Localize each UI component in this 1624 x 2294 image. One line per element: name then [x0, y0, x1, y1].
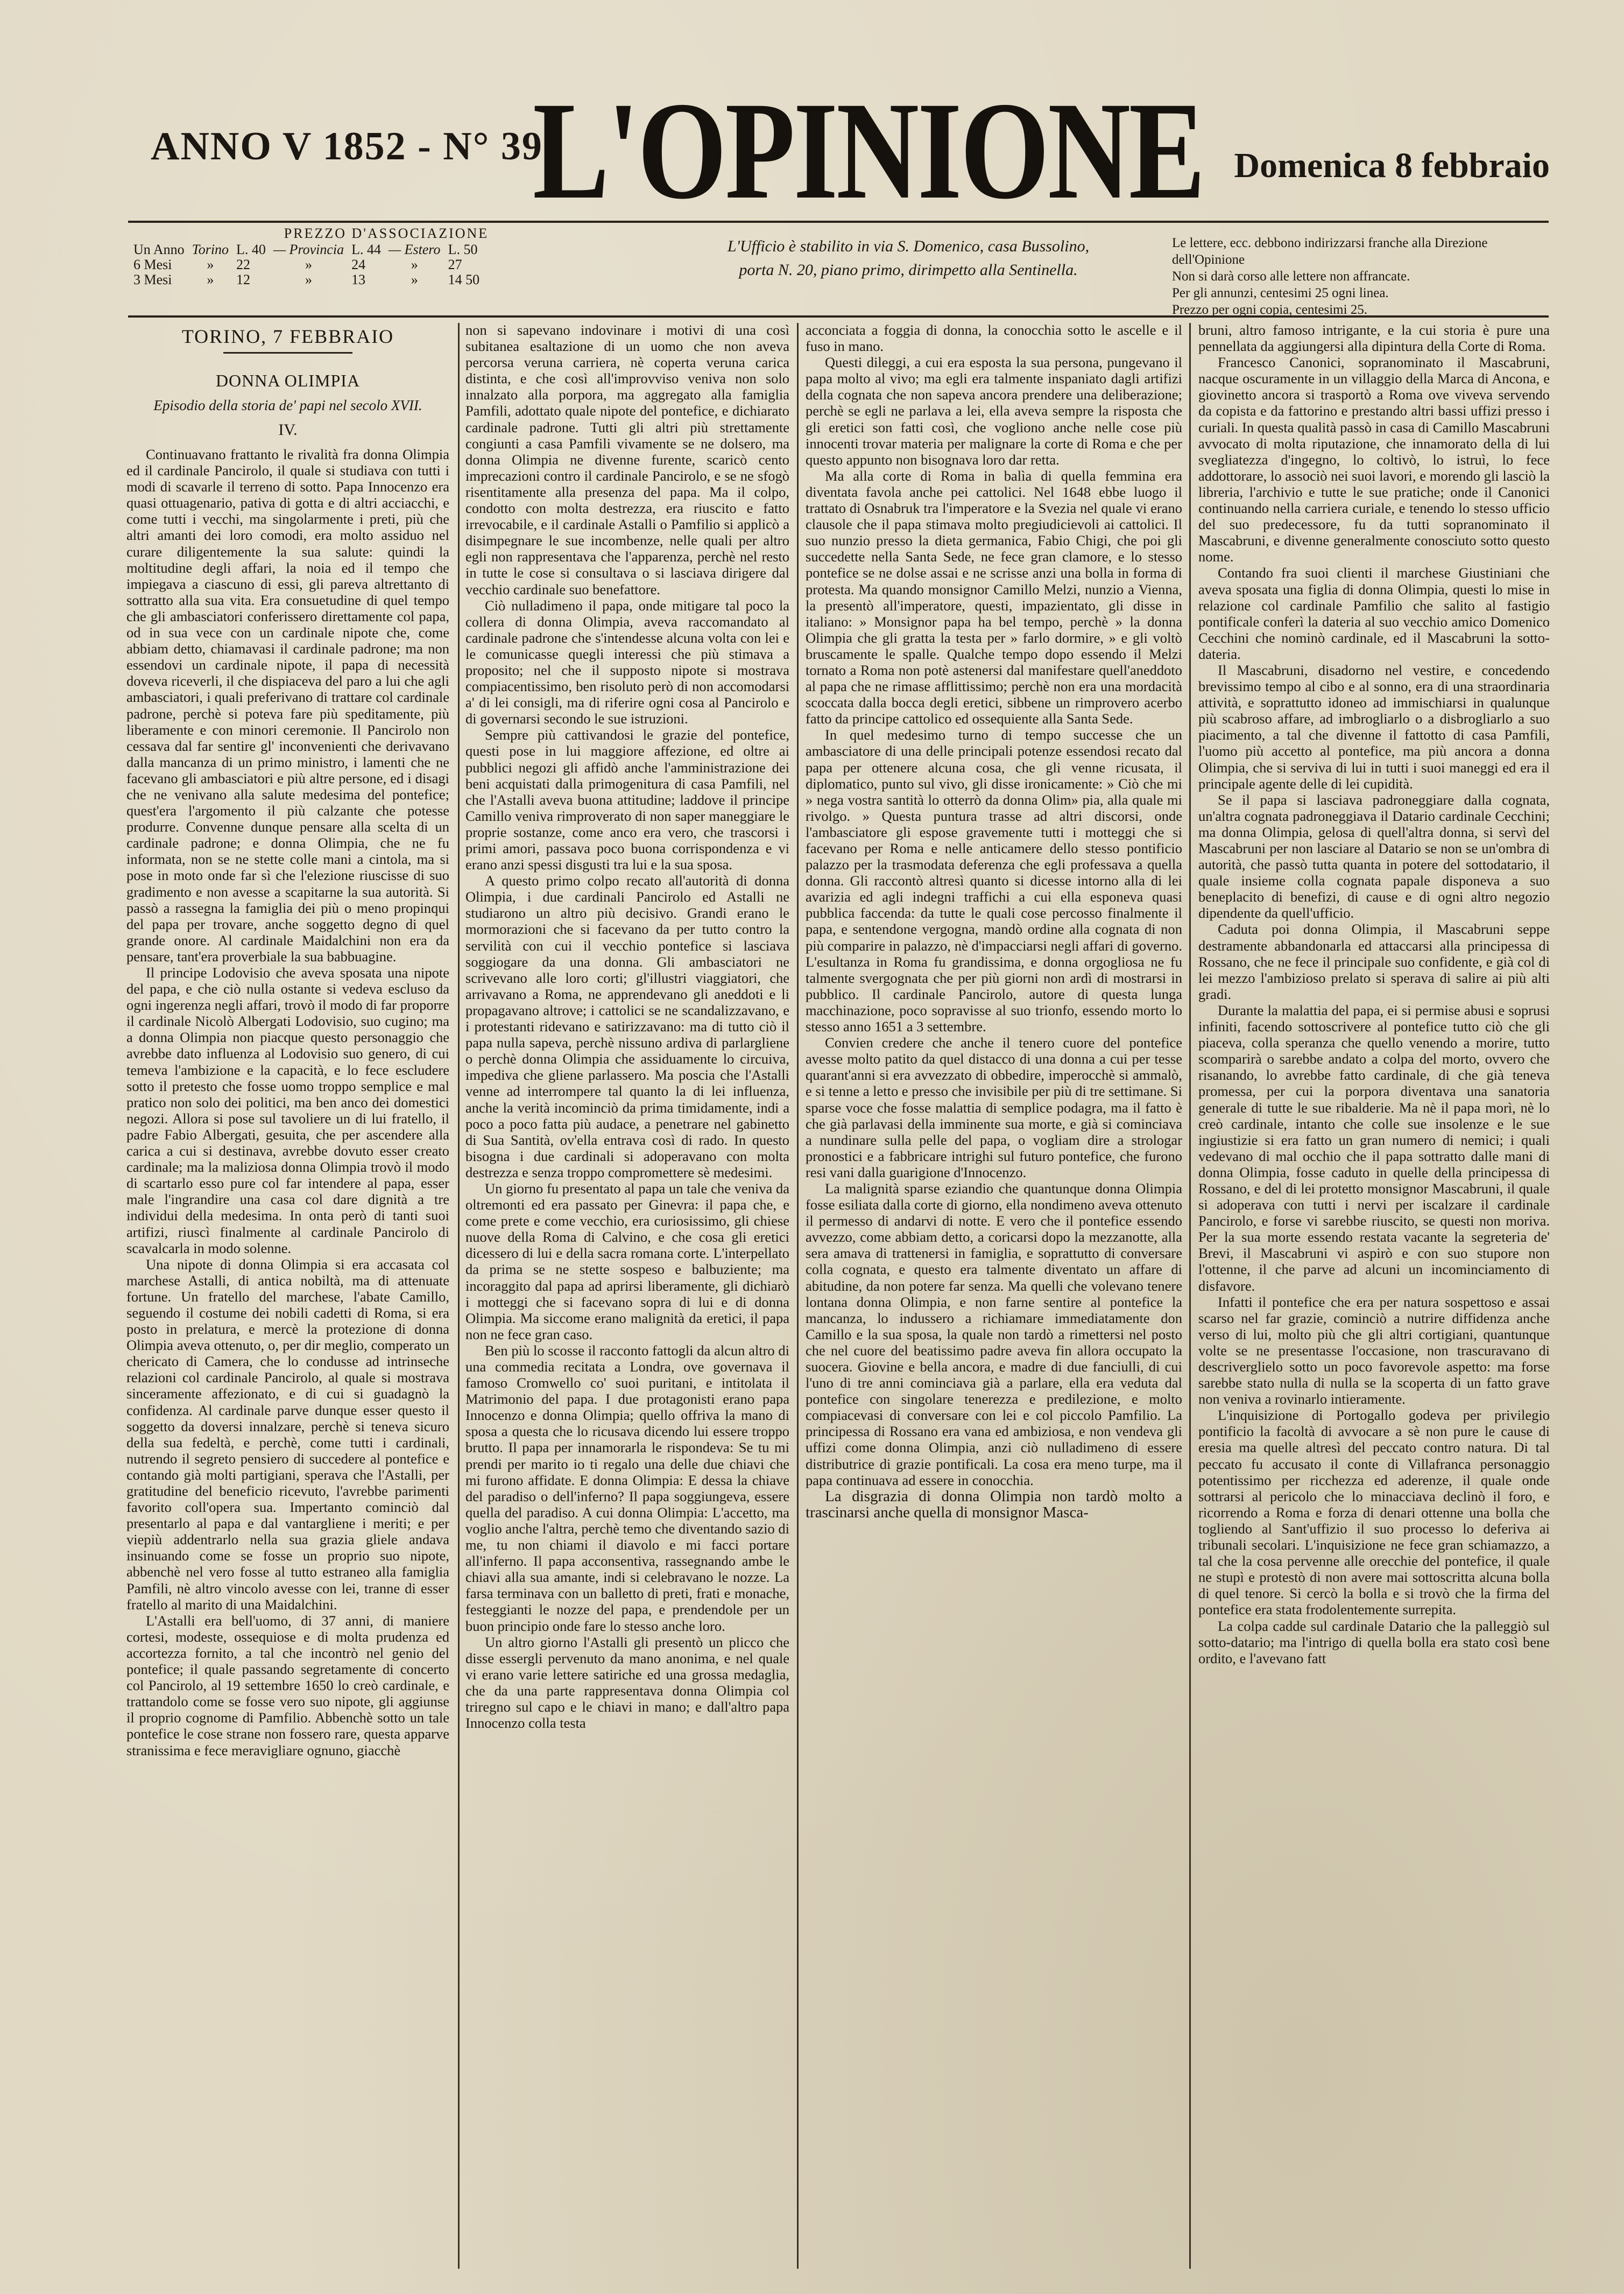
price-cell: — Estero	[389, 242, 441, 257]
paragraph: Se il papa si lasciava padroneggiare dalla cognata, un'altra cognata padroneggiava il Datario cardinale Cecchini; ma donna Olimpia, gelosa di quell'altra donna, si servì del Mascabruni per non lasciare al Datario se non se un'ombra di autorità, che passò tutta quanta in potere del sottodatario, il quale insieme colla cognata papale disponeva a suo beneplacito di benefizi, di cause e di ogni altro negozio dipendente da quell'ufficio.	[1198, 791, 1550, 921]
price-cell: »	[305, 257, 313, 272]
note-line: Prezzo per ogni copia, centesimi 25.	[1172, 302, 1368, 317]
paragraph: Caduta poi donna Olimpia, il Mascabruni seppe destramente abbandonarla ed attaccarsi alla principessa di Rossano, che ne fece il principale suo confidente, e già col di lei mezzo l'ambizioso prelato si sperava di salire ai più alti gradi.	[1198, 921, 1550, 1002]
column-2	[465, 322, 789, 2270]
paragraph: bruni, altro famoso intrigante, e la cui storia è pure una pennellata da aggiungersi alla dipintura della Corte di Roma.	[1198, 322, 1550, 355]
dateline-rule	[223, 352, 352, 354]
masthead	[124, 73, 1550, 228]
price-table	[133, 242, 487, 287]
paragraph: Ben più lo scosse il racconto fattogli da alcun altro di una commedia recitata a Londra, ove governava il famoso Cromwello co' suoi puritani, e intitolata il Matrimonio del papa. I due protagonisti erano papa Innocenzo e donna Olimpia; quello offriva la mano di sposa a questa che lo ricusava dicendo lui essere troppo brutto. Il papa per innamorarla le rispondeva: Se tu mi prendi per marito io ti regalo una delle due chiavi che mi furono affidate. E donna Olimpia: E dessa la chiave del paradiso o dell'inferno? Il papa soggiungeva, essere quella del paradiso. A cui donna Olimpia: L'accetto, ma voglio anche l'altra, perchè temo che diventando sazio di me, tu non chiami il diavolo e mi facci portare all'inferno. Il papa acconsentiva, rassegnando ambe le chiavi alla sua amante, indi si celebravano le nozze. La farsa terminava con un balletto di preti, frati e monache, festeggianti le nozze del papa, e prendendole per un buon principio onde fare lo stesso anche loro.	[465, 1342, 789, 1634]
editorial-notes	[1172, 235, 1549, 318]
note-line: Per gli annunzi, centesimi 25 ogni linea.	[1172, 286, 1389, 300]
paragraph: A questo primo colpo recato all'autorità di donna Olimpia, i due cardinali Pancirolo ed Astalli ne studiarono un altro più decisivo. Grandi erano le mormorazioni che si facevano da per tutto contro la servilità con cui il vecchio pontefice si lasciava soggiogare da una donna. Gli ambasciatori ne scrivevano alle loro corti; gl'illustri viaggiatori, che arrivavano a Roma, ne apprendevano gli aneddoti e li propagavano altrove; i cattolici se ne scandalizzavano, e i protestanti ridevano e satirizzavano: ma di tutto ciò il papa nulla sapeva, perchè nissuno ardiva di parlargliene o perchè donna Olimpia che assiduamente lo circuiva, impediva che gliene parlassero. Ma poscia che l'Astalli venne ad interrompere tal quanto la di lei influenza, anche la verità incominciò da prima timidamente, indi a poco a poco fatta più audace, a penetrare nel gabinetto di Sua Santità, ov'ella entrava così di rado. In questo bisogna i due cardinali si adoperavano con molta destrezza e senza troppo compromettere sè medesimi.	[465, 872, 789, 1180]
note-line: Le lettere, ecc. debbono indirizzarsi franche alla Direzione dell'Opinione	[1172, 236, 1488, 267]
price-row	[133, 272, 487, 287]
paragraph: La disgrazia di donna Olimpia non tardò molto a trascinarsi anche quella di monsignor Masca-	[806, 1487, 1182, 1521]
columns	[126, 322, 1550, 2270]
chapter-number: IV.	[278, 421, 298, 439]
price-cell: L. 40	[236, 242, 266, 257]
paragraph: Francesco Canonici, sopranominato il Mascabruni, nacque oscuramente in un villaggio della Marca di Ancona, e giovinetto ancora si trasportò a Roma ove viveva servendo da copista e da fattorino e prestando altri bassi uffizi presso i curiali. In questa qualità passò in casa di Camillo Mascabruni avvocato di molta riputazione, che innamorato della di lui svegliatezza d'ingegno, lo coltivò, lo istruì, lo fece addottorare, lo associò nei suoi lavori, e morendo gli lasciò la libreria, l'archivio e tutte le sue pratiche; onde il Canonici continuando nella carriera curiale, e tenendo lo stesso ufficio del suo predecessore, fu da tutti sopranominato il Mascabruni, e divenne generalmente conosciuto sotto questo nome.	[1198, 354, 1550, 565]
paragraph: Convien credere che anche il tenero cuore del pontefice avesse molto patito da quel distacco di una donna a cui per tesse quarant'anni si era avvezzato di obbedire, imperocchè si ammalò, e si tenne a letto e presso che invisibile per più di tre settimane. Si sparse voce che fosse malattia di semplice podagra, ma il fatto è che già parlavasi della imminente sua morte, e già si cominciava a nundinare sulla pelle del papa, o vogliam dire a strologar pronostici e a fabbricare intrighi sul futuro pontefice, che furono resi vani dalla guarigione d'Innocenzo.	[806, 1035, 1182, 1180]
paragraph: Continuavano frattanto le rivalità fra donna Olimpia ed il cardinale Pancirolo, il quale si studiava con tutti i modi di scavarle il terreno di sotto. Papa Innocenzo era quasi ottuagenario, pativa di gotta e di altri acciacchi, e come tutti i vecchi, ma singolarmente i preti, più che altri amanti dei loro comodi, era molto assiduo nel curare diligentemente la sua salute: quindi la moltitudine degli affari, la noia ed il tempo che impiegava a ciascuno di essi, gli pareva altrettanto di sottratto alla sua vita. Era consuetudine di quel tempo che gli ambasciatori conferissero direttamente col papa, od in sua vece con un cardinale nipote che, come abbiam detto, chiamavasi il cardinale padrone; ma non essendovi un cardinale nipote, il papa di necessità doveva riceverli, il che dispiaceva del paro a lui che agli ambasciatori, i quali preferivano di trattare col cardinale padrone, perchè si poteva fare più speditamente, più liberamente e con minori ceremonie. Il Pancirolo non cessava dal far sentire gl' inconvenienti che derivavano dalla mancanza di un primo ministro, i lamenti che ne facevano gli ambasciatori e più altre persone, ed i disagi che ne venivano alla salute medesima del pontefice; quest'era l'argomento il più calzante che potesse produrre. Convenne dunque pensare alla scelta di un cardinale padrone; e donna Olimpia, che ne fu informata, non se ne stette colle mani a cintola, ma si pose in moto onde far sì che l'elezione riuscisse di suo gradimento e non avesse a scapitarne la sua autorità. Si passò a rassegna la famiglia dei più o meno propinqui del papa per trovare, anche soggetto degno di quel grande onore. Al cardinale Maidalchini non era da pensare, tant'era proverbiale la sua babbuagine.	[126, 446, 449, 965]
paragraph: acconciata a foggia di donna, la conocchia sotto le ascelle e il fuso in mano.	[806, 322, 1182, 355]
masthead-rule	[128, 221, 1549, 223]
issue-date: Domenica 8 febbraio	[1234, 146, 1550, 185]
paragraph: In quel medesimo turno di tempo successe che un ambasciatore di una delle principali potenze essendosi recato dal papa per ottenere alcuna cosa, che gli venne ricusata, il diplomatico, punto sul vivo, gli disse ironicamente: » Ciò che mi » nega vostra santità lo otterrò da donna Olim» pia, alla quale mi rivolgo. » Questa puntura trasse ad altri discorsi, onde l'ambasciatore gli espose gravemente tutti i motteggi che si facevano per Roma e nelle anticamere dello stesso pontificio palazzo per la trasmodata deferenza che egli professava a quella donna. Gli raccontò altresì quanto si dicesse intorno alla di lei avarizia ed agli indegni traffichi a cui ella esponeva quasi pubblica faccenda: da tutte le quali cose percosso finalmente il papa, e sentendone vergogna, mandò ordine alla cognata di non più comparire in palazzo, nè d'impacciarsi negli affari di governo. L'esultanza in Roma fu grandissima, e donna orgogliosa ne fu talmente svergognata che per più giorni non ardì di mostrarsi in pubblico. Il cardinale Pancirolo, autore di questa lunga macchinazione, poco sopravisse al suo trionfo, essendo morto lo stesso anno 1651 a 3 settembre.	[806, 727, 1182, 1035]
price-cell: »	[411, 272, 418, 287]
column-4	[1198, 322, 1550, 2270]
paragraph: Il Mascabruni, disadorno nel vestire, e concedendo brevissimo tempo al cibo e al sonno, era di una straordinaria attività, e soprattutto idoneo ad immischiarsi in qualunque più scabroso affare, ad imbrogliarlo o a disbrogliarlo a suo piacimento, a tal che divenne il fattotto di casa Pamfili, l'uomo più accetto al pontefice, ma più ancora a donna Olimpia, che si serviva di lui in tutti i suoi maneggi ed era il principale agente delle di lei cupidità.	[1198, 662, 1550, 792]
newspaper-title: L'OPINIONE	[533, 73, 1204, 228]
price-cell: 22	[236, 257, 251, 272]
article-title: DONNA OLIMPIA	[215, 371, 361, 390]
price-cell: »	[207, 272, 214, 287]
price-cell: 27	[448, 257, 462, 272]
paragraph: L'Astalli era bell'uomo, di 37 anni, di maniere cortesi, modeste, ossequiose e di molta prudenza ed accortezza fornito, a tal che incontrò nel genio del pontefice; il quale passando segretamente di concerto col Pancirolo, al 19 settembre 1650 lo creò cardinale, e trattandolo come se fosse vero suo nipote, gli aggiunse il proprio cognome di Pamfilio. Abbenchè sotto un tale pontefice le cose strane non fossero rare, questa apparve stranissima e fece meravigliare ognuno, giacchè	[126, 1612, 449, 1758]
price-cell: 3 Mesi	[133, 272, 172, 287]
paragraph: non si sapevano indovinare i motivi di una così subitanea esaltazione di un uomo che non aveva percorsa veruna carriera, nè coperta veruna carica distinta, e che così all'improvviso veniva non solo innalzato alla porpora, ma aggregato alla famiglia Pamfili, adottato quale nipote del pontefice, e dichiarato cardinale padrone. Tutti gli altri più strettamente congiunti a casa Pamfili vivamente se ne dolsero, ma donna Olimpia ne divenne furente, scaricò cento imprecazioni contro il cardinale Pancirolo, e se ne sfogò risentitamente alla presenza del papa. Ma il colpo, condotto con molta destrezza, era riuscito e fatto irrevocabile, e il cardinale Astalli o Pamfilio si applicò a disimpegnare le sue incombenze, nelle quali per altro egli non rappresentava che l'apparenza, perchè nel resto in tutte le cose si consultava o si lasciava dirigere dal vecchio cardinale suo benefattore.	[465, 322, 789, 597]
office-line: L'Ufficio è stabilito in via S. Domenico, casa Bussolino,	[727, 237, 1090, 255]
price-cell: Un Anno	[133, 242, 185, 257]
paragraph: Infatti il pontefice che era per natura sospettoso e assai scarso nel far grazie, cominciò a nutrire diffidenza anche verso di lui, molto più che gli altri cortigiani, quantunque volte se ne presentasse l'occasione, non trascuravano di descriverglielo sotto un poco favorevole aspetto: ma forse sarebbe stato nulla di nulla se la scoperta di un fatto grave non veniva a rovinarlo intieramente.	[1198, 1293, 1550, 1408]
note-line: Non si darà corso alle lettere non affrancate.	[1172, 269, 1410, 284]
price-cell: 12	[236, 272, 251, 287]
paragraph: La colpa cadde sul cardinale Datario che la palleggiò sul sotto-datario; ma l'intrigo di quella bolla era stato così bene ordito, e l'avevano fatt	[1198, 1617, 1550, 1666]
price-row	[133, 242, 487, 257]
info-rule	[128, 315, 1549, 318]
column-1	[126, 322, 449, 2270]
paragraph: Il principe Lodovisio che aveva sposata una nipote del papa, e che ciò nulla ostante si vedeva escluso da ogni ingerenza negli affari, trovò il modo di far proporre il cardinale Nicolò Albergati Lodovisio, suo cugino; ma a donna Olimpia non piacque questo personaggio che avrebbe dato influenza al Lodovisio suo genero, di cui temeva l'ambizione e la capacità, e lo fece escludere sotto il pretesto che fosse uomo troppo semplice e mal pratico non solo dei politici, ma ben anco dei domestici negozi. Allora si pose sul tavoliere un di lui fratello, il padre Fabio Albergati, gesuita, che per ascendere alla carica a cui si destinava, avrebbe dovuto esser creato cardinale; ma la maliziosa donna Olimpia trovò il modo di scartarlo esso pure col far intendere al papa, esser male l'ingrandire una casa col dare dignità a tre individui della medesima. In onta però di tanti suoi artifizi, riuscì finalmente al cardinale Pancirolo di scavalcarla in modo solenne.	[126, 965, 449, 1256]
office-line: porta N. 20, piano primo, dirimpetto alla Sentinella.	[739, 261, 1078, 279]
paragraph: Un altro giorno l'Astalli gli presentò un plicco che disse essergli pervenuto da mano anonima, e nel quale vi erano varie lettere satiriche ed una grossa medaglia, che da una parte rappresentava donna Olimpia col triregno sul capo e le chiavi in mano; e dall'altro papa Innocenzo colla testa	[465, 1634, 789, 1732]
subscription-prices	[133, 225, 639, 287]
price-cell: »	[207, 257, 214, 272]
price-cell: Torino	[192, 242, 229, 257]
price-cell: 13	[351, 272, 366, 287]
info-band	[128, 225, 1549, 317]
subscription-heading: PREZZO D'ASSOCIAZIONE	[284, 226, 489, 241]
column-3	[806, 322, 1182, 2270]
year-issue: ANNO V 1852 - N° 39	[151, 124, 543, 168]
paragraph: Ma alla corte di Roma in balìa di quella femmina era diventata favola anche pei cattolici. Nel 1648 ebbe luogo il trattato di Osnabruk tra l'imperatore e la Svezia nel quale vi erano clausole che il papa stimava molto pregiudicievoli ai cattolici. Il suo nunzio presso la dieta germanica, Fabio Chigi, che poi gli succedette nella Santa Sede, ne fece gran clamore, e lo stesso pontefice se ne dolse assai e ne scrisse anzi una bolla in forma di protesta. Ma quando monsignor Camillo Melzi, nunzio a Vienna, la presentò all'imperatore, questi, impazientato, gli disse in italiano: » Monsignor papa ha bel tempo, perchè » la donna Olimpia che gli gratta la testa per » farlo dormire, » e gli voltò bruscamente le spalle. Qualche tempo dopo essendo il Melzi tornato a Roma non potè astenersi dal manifestare quell'aneddoto al papa che ne rimase afflittissimo; perchè non era una mordacità scoccata dalla bocca degli eretici, sibbene un rimprovero acerbo fatto da principe cattolico ed ossequiente alla Santa Sede.	[806, 467, 1182, 727]
paragraph: L'inquisizione di Portogallo godeva per privilegio pontificio la facoltà di avvocare a sè non pure le cause di eresia ma quelle altresì del peccato contro natura. Di tal peccato fu accusato il conte di Villafranca personaggio potentissimo per ricchezza ed aderenze, il quale onde sottrarsi al pericolo che lo minacciava declinò il foro, e ricorrendo a Roma e forza di denari ottenne una bolla che togliendo al Sant'uffizio il suo processo lo deferiva ai tribunali secolari. L'inquisizione ne fece gran schiamazzo, a tal che la cosa pervenne alle orecchie del pontefice, il quale ne stupì e protestò di non avere mai sottoscritta alcuna bolla di quel tenore. Si cercò la bolla e si trovò che la firma del pontefice era stata frodolentemente surrepita.	[1198, 1407, 1550, 1618]
article-subtitle: Episodio della storia de' papi nel secolo XVII.	[153, 397, 422, 413]
price-cell: 6 Mesi	[133, 257, 172, 272]
price-cell: — Provincia	[273, 242, 344, 257]
paragraph: Contando fra suoi clienti il marchese Giustiniani che aveva sposata una figlia di donna Olimpia, questi lo mise in relazione col cardinale Pamfilio che salito al fastigio pontificale conferì la dateria al suo vecchio amico Domenico Cecchini che nominò cardinale, ed il Mascabruni la sotto-dateria.	[1198, 565, 1550, 662]
paragraph: Questi dileggi, a cui era esposta la sua persona, pungevano il papa molto al vivo; ma egli era talmente inspaniato dagli artifizi della cognata che non sapeva ancora prendere una deliberazione; perchè se egli ne parlava a lei, ella aveva sempre la risposta che gli eretici son fatti così, che vogliono anche nelle cose più innocenti trovar materia per malignare la corte di Roma e che per questo appunto non bisognava loro dar retta.	[806, 354, 1182, 468]
price-row	[133, 257, 487, 272]
paragraph: Ciò nulladimeno il papa, onde mitigare tal poco la collera di donna Olimpia, aveva raccomandato al cardinale padrone che s'intendesse alcuna volta con lei e le comunicasse quegli interessi che più stimava a proposito; nel che il supposto nipote si mostrava compiacentissimo, ben risoluto però di non accomodarsi a' di lei consigli, ma di riferire ogni cosa al Pancirolo e di governarsi secondo le sue istruzioni.	[465, 597, 789, 727]
paragraph: Un giorno fu presentato al papa un tale che veniva da oltremonti ed era passato per Ginevra: il papa che, e come prete e come vecchio, era curiosissimo, gli chiese nuove della Roma di Calvino, e che cosa gli eretici dicessero di lui e della sacra romana corte. L'interpellato da prima se ne stette sospeso e balbuziente; ma incoraggito dal papa ad aprirsi liberamente, gli dichiarò i motteggi che si facevano sopra di lui e di donna Olimpia. Ma siccome erano malignità da eretici, il papa non ne fece gran caso.	[465, 1180, 789, 1342]
office-address	[655, 235, 1161, 282]
paragraph: Durante la malattia del papa, ei si permise abusi e soprusi infiniti, facendo sottoscrivere al pontefice tutto ciò che gli piaceva, colla speranza che quello venendo a morire, tutto scomparirà o sarebbe andato a colpa del morto, ovvero che risanando, lo avrebbe fatto cardinale, di che già teneva promessa, per cui la porpora diventava una sanatoria generale di tutte le sue ribalderie. Ma nè il papa morì, nè lo creò cardinale, intanto che colle sue insolenze e le sue ingiustizie si era fatto un gran numero di nemici; i quali vedevano di mal occhio che il papa sottratto dalle mani di donna Olimpia, fosse caduto in quelle della principessa di Rossano, e del di lei protetto monsignor Mascabruni, il quale si adoperava con tutti i nervi per iscalzare il cardinale Pancirolo, e forse vi sarebbe riuscito, se questi non moriva. Per la sua morte essendo restata vacante la segreteria de' Brevi, il Mascabruni vi aspirò e con suo stupore non l'ottenne, il che parve ad alcuni un incominciamento di disfavore.	[1198, 1002, 1550, 1294]
price-cell: 14 50	[448, 272, 480, 287]
paragraph: Una nipote di donna Olimpia si era accasata col marchese Astalli, di antica nobiltà, ma di attenuate fortune. Un fratello del marchese, l'abate Camillo, seguendo il costume dei nobili cadetti di Roma, si era posto in prelatura, e mercè la protezione di donna Olimpia aveva ottenuto, o, per dir meglio, comperato un chericato di Camera, che lo condusse ad intrinseche relazioni col cardinale Pancirolo, al quale si mostrava sinceramente affezionato, e di cui si guadagnò la confidenza. Al cardinale parve dunque esser questo il soggetto da doversi innalzare, perchè si teneva sicuro della sua fedeltà, e perchè, come tutti i cardinali, nutrendo il segreto pensiero di succedere al pontefice e contando già molti partigiani, sperava che l'Astalli, per gratitudine del beneficio ricevuto, l'avrebbe parimenti favorito coll'opera sua. Impertanto cominciò dal presentarlo al papa e dal vantargliene i meriti; e per viepiù addentrarlo nella sua grazia gliele andava insinuando come se fosse un proprio suo nipote, abbenchè nel vero fosse al tutto estraneo alla famiglia Pamfili, nè altro vincolo avesse con lei, tranne di esser fratello al marito di una Maidalchini.	[126, 1256, 449, 1613]
price-cell: »	[411, 257, 418, 272]
price-cell: »	[305, 272, 313, 287]
price-cell: L. 50	[448, 242, 478, 257]
dateline: TORINO, 7 FEBBRAIO	[181, 326, 394, 347]
paragraph: La malignità sparse eziandio che quantunque donna Olimpia fosse esiliata dalla corte di giorno, ella nondimeno aveva ottenuto il permesso di andarvi di notte. E vero che il pontefice essendo avvezzo, come abbiam detto, a coricarsi dopo la mezzanotte, alla sera amava di trattenersi in famiglia, e soprattutto di conversare colla cognata, e questo era talmente diventato un affare di abitudine, da non potere far senza. Ma quelli che volevano tenere lontana donna Olimpia, e non farne sentire al pontefice la mancanza, lo indussero a richiamare immediatamente don Camillo e la sua sposa, la quale non tardò a rimettersi nel posto che nel cuore del beatissimo padre aveva fin allora occupato la suocera. Giovine e bella ancora, e madre di due fanciulli, di cui l'uno di tre anni cominciava già a parlare, ella era veduta dal pontefice con singolare tenerezza e predilezione, e molto compiacevasi di conversare con lei e col piccolo Pamfilio. La principessa di Rossano era vana ed ambiziosa, e non vendeva gli uffizi come donna Olimpia, anzi ciò nulladimeno di essere distributrice di grazie pontificali. La cosa era meno turpe, ma il papa continuava ad essere in conocchia.	[806, 1180, 1182, 1488]
paragraph: Sempre più cattivandosi le grazie del pontefice, questi pose in lui maggiore affezione, ed oltre ai pubblici negozi gli affidò anche l'amministrazione dei beni acquistati dalla primogenitura di casa Pamfili, nel che l'Astalli aveva buona attitudine; laddove il principe Camillo veniva rimproverato di non saper maneggiare le proprie sostanze, come anco era vero, che trascorsi i primi amori, passava poco buona corrispondenza e vi erano anzi spessi disgusti tra lui e la sua sposa.	[465, 727, 789, 873]
price-cell: L. 44	[351, 242, 382, 257]
price-cell: 24	[351, 257, 366, 272]
